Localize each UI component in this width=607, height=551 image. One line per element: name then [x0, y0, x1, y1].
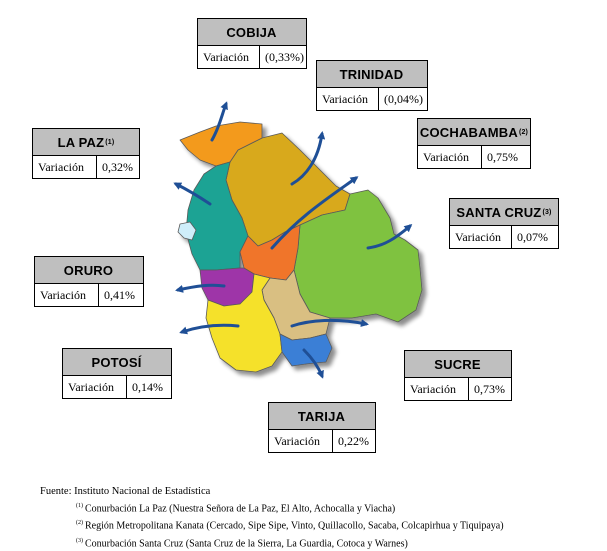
variation-value: 0,14%: [132, 379, 163, 394]
variation-value: 0,32%: [102, 159, 133, 174]
card-title: SUCRE: [405, 351, 511, 378]
card-cochabamba: [417, 118, 531, 169]
variation-value: (0,33%): [265, 49, 304, 64]
note-1: $^{(1)}$ Conurbación La Paz (Nuestra Señora de La Paz, El Alto, Achocalla y Viacha): [76, 503, 396, 515]
card-potosi: [62, 348, 172, 399]
card-lapaz: [32, 128, 140, 179]
note-2: $^{(2)}$ Región Metropolitana Kanata (Cercado, Sipe Sipe, Vinto, Quillacollo, Sacaba, Colcapirhua y Tiquipaya): [76, 520, 504, 532]
variation-label: Variación: [198, 46, 260, 68]
variation-label: Variación: [63, 376, 127, 398]
card-cobija: [197, 18, 307, 69]
variation-value: 0,41%: [104, 287, 135, 302]
card-title: LA PAZ (1): [33, 129, 139, 156]
card-title: COCHABAMBA (2): [418, 119, 530, 146]
variation-value: 0,22%: [338, 433, 369, 448]
footer-notes: [40, 485, 605, 551]
card-trinidad: [316, 60, 428, 111]
card-sucre: [404, 350, 512, 401]
variation-label: Variación: [405, 378, 469, 400]
variation-value: 0,73%: [474, 381, 505, 396]
card-title: COBIJA: [198, 19, 306, 46]
card-title: SANTA CRUZ (3): [450, 199, 558, 226]
variation-label: Variación: [35, 284, 99, 306]
note-3: $^{(3)}$ Conurbación Santa Cruz (Santa Cruz de la Sierra, La Guardia, Cotoca y Warnes): [76, 537, 408, 549]
variation-label: Variación: [317, 88, 379, 110]
variation-label: Variación: [269, 430, 333, 452]
card-title: POTOSÍ: [63, 349, 171, 376]
card-title: ORURO: [35, 257, 143, 284]
card-santacruz: [449, 198, 559, 249]
variation-value: (0,04%): [384, 91, 423, 106]
card-tarija: [268, 402, 376, 453]
card-title: TARIJA: [269, 403, 375, 430]
card-title: TRINIDAD: [317, 61, 427, 88]
card-oruro: [34, 256, 144, 307]
variation-label: Variación: [450, 226, 512, 248]
source-line: Fuente: Instituto Nacional de Estadística: [40, 486, 211, 497]
variation-value: 0,07%: [517, 229, 548, 244]
variation-label: Variación: [33, 156, 97, 178]
variation-label: Variación: [418, 146, 482, 168]
variation-value: 0,75%: [487, 149, 518, 164]
